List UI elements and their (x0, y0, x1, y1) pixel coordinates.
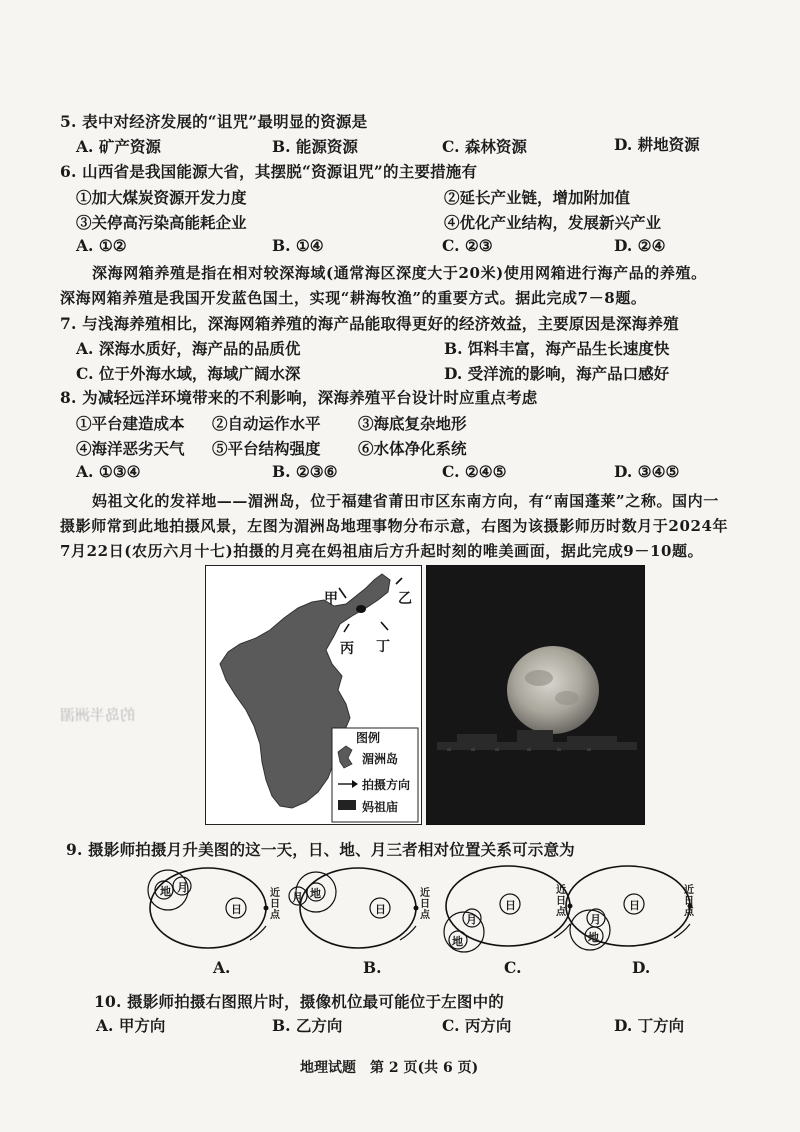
page-footer: 地理试题 第 2 页(共 6 页) (300, 1060, 479, 1076)
q7-option-b: B. 饵料丰富，海产品生长速度快 (444, 339, 670, 358)
q8-stem: 8. 为减轻远洋环境带来的不利影响，深海养殖平台设计时应重点考虑 (60, 388, 538, 407)
q6-option-d: D. ②④ (614, 236, 666, 255)
map-label-ding: 丁 (376, 639, 390, 655)
diagram-b-sun: 日 (375, 903, 386, 916)
legend-direction-label: 拍摄方向 (362, 778, 411, 792)
q9-option-c: C. (504, 958, 522, 977)
q8-option-d: D. ③④⑤ (614, 462, 680, 481)
q8-statement-1: ①平台建造成本 (76, 414, 185, 433)
meizhou-island-map (205, 565, 422, 825)
q6-option-b: B. ①④ (272, 236, 324, 255)
q8-option-a: A. ①③④ (76, 462, 141, 481)
diagram-c-sun: 日 (505, 899, 516, 912)
diagram-d-moon: 月 (590, 913, 601, 926)
diagram-b-perihelion: 近日点 (420, 888, 430, 921)
q9-stem: 9. 摄影师拍摄月升美图的这一天，日、地、月三者相对位置关系可示意为 (66, 840, 575, 859)
q5-stem: 5. 表中对经济发展的“诅咒”最明显的资源是 (60, 112, 368, 131)
q8-statement-5: ⑤平台结构强度 (212, 439, 321, 458)
q5-option-d: D. 耕地资源 (614, 135, 700, 154)
diagram-a-moon: 月 (177, 881, 188, 894)
passage-7-8-line-1: 深海网箱养殖是指在相对较深海域(通常海区深度大于20米)使用网箱进行海产品的养殖。 (92, 264, 707, 282)
q6-statement-3: ③关停高污染高能耗企业 (76, 213, 247, 232)
moonrise-photo (426, 565, 645, 825)
passage-9-10-line-1: 妈祖文化的发祥地——湄洲岛，位于福建省莆田市区东南方向，有“南国蓬莱”之称。国内一 (92, 492, 719, 510)
q8-statement-6: ⑥水体净化系统 (358, 439, 467, 458)
q5-option-b: B. 能源资源 (272, 137, 358, 156)
legend-temple-swatch (338, 800, 356, 810)
map-label-jia: 甲 (324, 591, 338, 607)
map-label-yi: 乙 (398, 591, 412, 607)
passage-9-10-line-2: 摄影师常到此地拍摄风景，左图为湄洲岛地理事物分布示意，右图为该摄影师历时数月于2024年 (60, 517, 729, 535)
mazu-temple-marker (356, 605, 366, 613)
bleed-through-text: 的岛半洲湄 (60, 706, 136, 724)
diagram-b-earth: 地 (310, 887, 321, 900)
moon (507, 646, 599, 734)
q6-option-c: C. ②③ (442, 236, 493, 255)
q8-statement-4: ④海洋恶劣天气 (76, 439, 185, 458)
diagram-c-moon: 月 (466, 913, 477, 926)
q8-statement-2: ②自动运作水平 (212, 414, 321, 433)
diagram-a (148, 868, 269, 948)
q7-option-c: C. 位于外海水域，海域广阔水深 (76, 364, 301, 383)
diagram-a-earth: 地 (160, 885, 171, 898)
q5-option-a: A. 矿产资源 (76, 137, 161, 156)
diagram-a-sun: 日 (231, 903, 242, 916)
diagram-d-earth: 地 (588, 931, 599, 944)
q8-option-b: B. ②③⑥ (272, 462, 338, 481)
map-label-bing: 丙 (340, 641, 354, 657)
legend-island-label: 湄洲岛 (362, 752, 399, 766)
diagram-d-perihelion: 近日点 (684, 885, 694, 918)
diagram-c-perihelion: 近日点 (556, 885, 566, 918)
q8-option-c: C. ②④⑤ (442, 462, 507, 481)
q8-statement-3: ③海底复杂地形 (358, 414, 467, 433)
q6-statement-2: ②延长产业链，增加附加值 (444, 188, 631, 207)
q5-option-c: C. 森林资源 (442, 137, 527, 156)
q9-option-b: B. (363, 958, 382, 977)
q10-option-d: D. 丁方向 (614, 1016, 685, 1035)
q10-option-c: C. 丙方向 (442, 1016, 512, 1035)
diagram-a-perihelion: 近日点 (270, 888, 280, 921)
q10-stem: 10. 摄影师拍摄右图照片时，摄像机位最可能位于左图中的 (94, 992, 504, 1011)
moonrise-photo-svg (427, 566, 644, 824)
legend-temple-label: 妈祖庙 (362, 800, 399, 814)
passage-7-8-line-2: 深海网箱养殖是我国开发蓝色国土，实现“耕海牧渔”的重要方式。据此完成7－8题。 (60, 289, 647, 307)
diagram-c-earth: 地 (452, 935, 463, 948)
q9-option-a: A. (213, 958, 231, 977)
q6-statement-1: ①加大煤炭资源开发力度 (76, 188, 247, 207)
q7-option-a: A. 深海水质好，海产品的品质优 (76, 339, 301, 358)
q6-option-a: A. ①② (76, 236, 127, 255)
diagram-b (289, 868, 419, 948)
q7-stem: 7. 与浅海养殖相比，深海网箱养殖的海产品能取得更好的经济效益，主要原因是深海养殖 (60, 314, 679, 333)
legend-title: 图例 (356, 731, 381, 745)
diagram-d-sun: 日 (629, 899, 640, 912)
passage-9-10-line-3: 7月22日(农历六月十七)拍摄的月亮在妈祖庙后方升起时刻的唯美画面，据此完成9－10题。 (60, 542, 704, 560)
diagram-b-moon: 月 (292, 891, 303, 904)
q6-stem: 6. 山西省是我国能源大省，其摆脱“资源诅咒”的主要措施有 (60, 162, 478, 181)
q9-option-d: D. (632, 958, 651, 977)
q10-option-a: A. 甲方向 (96, 1016, 166, 1035)
q10-option-b: B. 乙方向 (272, 1016, 343, 1035)
q7-option-d: D. 受洋流的影响，海产品口感好 (444, 364, 670, 383)
q6-statement-4: ④优化产业结构，发展新兴产业 (444, 213, 662, 232)
